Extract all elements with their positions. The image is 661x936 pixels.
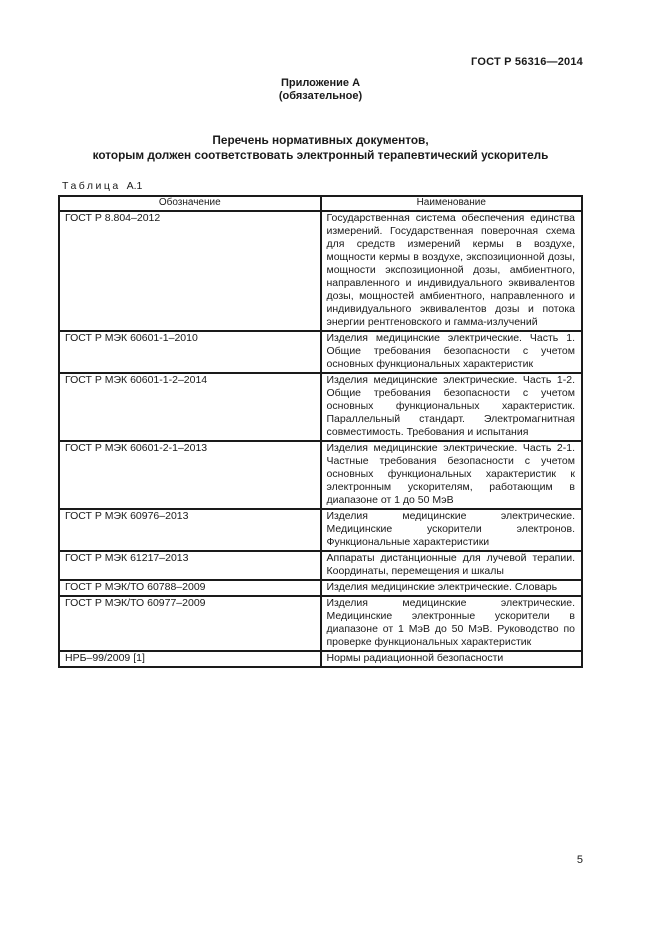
page-title-line2: которым должен соответствовать электронный терапевтический ускоритель — [92, 148, 549, 162]
table-row — [59, 331, 582, 373]
table-caption — [58, 180, 583, 192]
appendix-heading — [58, 77, 583, 102]
table-row — [59, 441, 582, 509]
cell-designation: ГОСТ Р 8.804–2012 — [59, 211, 321, 331]
cell-name: Аппараты дистанционные для лучевой терапии. Координаты, перемещения и шкалы — [321, 551, 583, 580]
cell-name: Изделия медицинские электрические. Медицинские электронные ускорители в диапазоне от 1 МэВ до 50 МэВ. Руководство по проверке функциональных характеристик — [321, 596, 583, 651]
cell-name: Изделия медицинские электрические. Словарь — [321, 580, 583, 596]
cell-designation: ГОСТ Р МЭК/ТО 60977–2009 — [59, 596, 321, 651]
cell-name: Изделия медицинские электрические. Часть 1-2. Общие требования безопасности с учетом основных функциональных характеристик. Параллельный стандарт. Электромагнитная совместимость. Требования и испытания — [321, 373, 583, 441]
normative-documents-table — [58, 195, 583, 668]
table-row — [59, 651, 582, 667]
cell-name: Изделия медицинские электрические. Часть 2-1. Частные требования безопасности с учетом основных функциональных характеристик к электронным ускорителям, работающим в диапазоне от 1 до 50 МэВ — [321, 441, 583, 509]
table-caption-word: Таблица — [62, 180, 121, 192]
cell-designation: ГОСТ Р МЭК/ТО 60788–2009 — [59, 580, 321, 596]
cell-name: Изделия медицинские электрические. Часть 1. Общие требования безопасности с учетом основных функциональных характеристик — [321, 331, 583, 373]
table-caption-number: А.1 — [126, 180, 143, 192]
page-title-line1: Перечень нормативных документов, — [212, 133, 429, 147]
appendix-subtitle: (обязательное) — [278, 89, 363, 102]
document-code: ГОСТ Р 56316—2014 — [471, 56, 583, 68]
page-number: 5 — [576, 854, 583, 866]
appendix-title: Приложение А — [280, 77, 361, 89]
cell-designation: ГОСТ Р МЭК 60601-2-1–2013 — [59, 441, 321, 509]
table-row — [59, 211, 582, 331]
page-title — [58, 133, 583, 163]
table-row — [59, 373, 582, 441]
cell-designation: ГОСТ Р МЭК 60601-1-2–2014 — [59, 373, 321, 441]
table-row — [59, 551, 582, 580]
table-header-row — [59, 196, 582, 211]
cell-name: Государственная система обеспечения единства измерений. Государственная поверочная схема для средств измерений кермы в воздухе, мощности кермы в воздухе, экспозиционной дозы, мощности экспозиционной дозы, амбиентного, направленного и индивидуального эквивалентов дозы, мощностей амбиентного, направленного и индивидуального эквивалентов дозы и потока энергии рентгеновского и гамма-излучений — [321, 211, 583, 331]
table-row — [59, 580, 582, 596]
column-header-name: Наименование — [321, 196, 583, 211]
cell-name: Нормы радиационной безопасности — [321, 651, 583, 667]
table-row — [59, 509, 582, 551]
cell-designation: ГОСТ Р МЭК 60601-1–2010 — [59, 331, 321, 373]
cell-name: Изделия медицинские электрические. Медицинские ускорители электронов. Функциональные характеристики — [321, 509, 583, 551]
page-content — [58, 0, 583, 668]
table-row — [59, 596, 582, 651]
cell-designation: ГОСТ Р МЭК 61217–2013 — [59, 551, 321, 580]
cell-designation: ГОСТ Р МЭК 60976–2013 — [59, 509, 321, 551]
cell-designation: НРБ–99/2009 [1] — [59, 651, 321, 667]
column-header-designation: Обозначение — [59, 196, 321, 211]
